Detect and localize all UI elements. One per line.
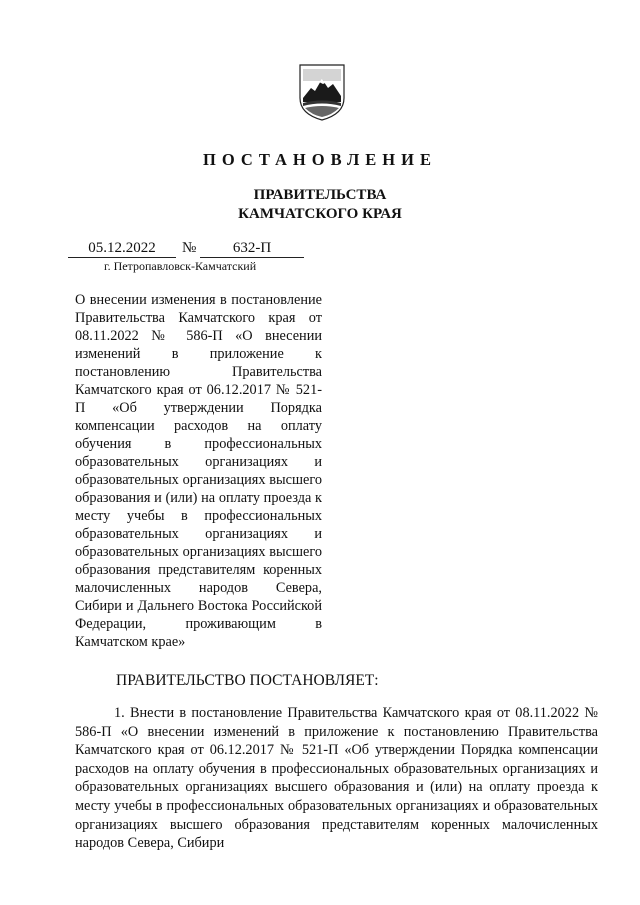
number-sign: № xyxy=(182,240,197,256)
issuing-city: г. Петропавловск-Камчатский xyxy=(104,259,257,273)
issuing-authority xyxy=(0,186,640,224)
authority-line-1: ПРАВИТЕЛЬСТВА xyxy=(253,187,387,203)
document-type: ПОСТАНОВЛЕНИЕ xyxy=(203,150,437,169)
preamble: ПРАВИТЕЛЬСТВО ПОСТАНОВЛЯЕТ: xyxy=(116,672,379,689)
authority-line-2: КАМЧАТСКОГО КРАЯ xyxy=(238,206,402,222)
body-paragraph: 1. Внести в постановление Правительства Камчатского края от 08.11.2022 № 586-П «О внесении изменений в приложение к постановлению Правительства Камчатского края от 06.12.2017 № 521-П «Об утверждении Порядка компенсации расходов на оплату обучения в профессиональных образовательных организациях и образовательных организациях высшего образования и (или) на оплату проезда к месту учебы в профессиональных образовательных организациях и образовательных организациях высшего образования представителям коренных малочисленных народов Севера, Сибири xyxy=(75,705,598,852)
document-date: 05.12.2022 xyxy=(68,240,176,258)
coat-of-arms-icon xyxy=(297,62,347,122)
document-number: 632-П xyxy=(200,240,304,258)
document-subject: О внесении изменения в постановление Правительства Камчатского края от 08.11.2022 № 586-П «О внесении изменений в приложение к постановлению Правительства Камчатского края от 06.12.2017 № 521-П «Об утверждении Порядка компенсации расходов на оплату обучения в профессиональных образовательных организациях и образовательных организациях высшего образования и (или) на оплату проезда к месту учебы в профессиональных образовательных организациях и образовательных организациях высшего образования представителям коренных малочисленных народов Севера, Сибири и Дальнего Востока Российской Федерации, проживающим в Камчатском крае» xyxy=(75,292,322,650)
